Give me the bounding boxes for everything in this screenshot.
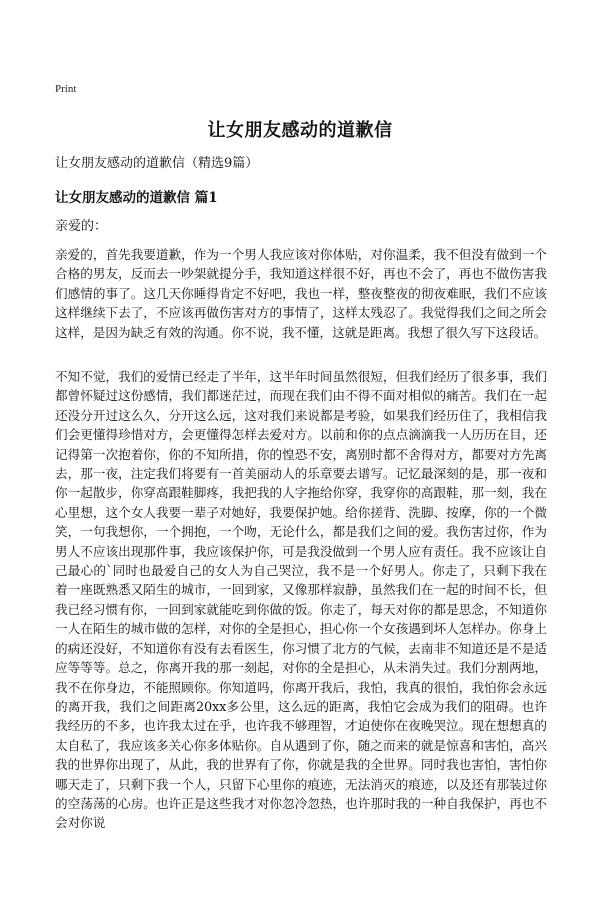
page-title: 让女朋友感动的道歉信 — [207, 120, 393, 141]
letter-greeting: 亲爱的： — [55, 219, 108, 234]
body-paragraph: 不知不觉，我们的爱情已经走了半年，这半年时间虽然很短，但我们经历了很多事，我们都曾怀疑过这份感情，我们都迷茫过，而现在我们由不得不面对相似的痛苦。我们在一起还没分开过这么久，分开这么远，这对我们来说都是考验，如果我们经历住了，我相信我们会更懂得珍惜对方，会更懂得怎样去爱对方。以前和你的点点滴滴我一人历历在目，还记得第一次抱着你，你的不知所措，你的惶恐不安，离别时都不舍得对方，都要对方先离去，那一夜，注定我们将要有一首美丽动人的乐章要去谱写。记忆最深刻的是，那一夜和你一起散步，你穿高跟鞋脚疼，我把我的人字拖给你穿，我穿你的高跟鞋，那一刻，我在心里想，这个女人我要一辈子对她好，我要保护她。给你搓背、洗脚、按摩，你的一个微笑，一句我想你，一个拥抱，一个吻，无论什么，都是我们之间的爱。我伤害过你，作为男人不应该出现那件事，我应该保护你，可是我没做到一个男人应有责任。我不应该让自己最心的`同时也最爱自己的女人为自己哭泣，我不是一个好男人。你走了，只剩下我在着一座既熟悉又陌生的城市，一回到家，又像那样寂静，虽然我们在一起的时间不长，但我已经习惯有你，一回到家就能吃到你做的饭。你走了，每天对你的都是思念，不知道你一人在陌生的城市做的怎样，对你的全是担心，担心你一个女孩遇到坏人怎样办。你身上的病还没好，不知道你有没有去看医生，你习惯了北方的气候，去南非不知道还是不是适应等等等。总之，你离开我的那一刻起，对你的全是担心，从未消失过。我们分割两地，我不在你身边，不能照顾你。你知道吗，你离开我后，我怕，我真的很怕，我怕你会永远的离开我，我们之间距离20xx多公里，这么远的距离，我怕它会成为我们的阻碍。也许我经历的不多，也许我太过在乎，也许我不够理智，才迫使你在夜晚哭泣。现在想想真的太自私了，我应该多关心你多体贴你。自从遇到了你，随之而来的就是惊喜和害怕，高兴我的世界你出现了，从此，我的世界有了你，你就是我的全世界。同时我也害怕，害怕你哪天走了，只剩下我一个人，只留下心里你的痕迹，无法消灭的痕迹，以及还有那装过你的空荡荡的心房。也许正是这些我才对你忽冷忽热，也许那时我的一种自我保护，再也不会对你说 — [55, 369, 547, 831]
document-subtitle: 让女朋友感动的道歉信（精选9篇） — [55, 156, 259, 171]
print-label: Print — [55, 83, 77, 95]
body-paragraph: 亲爱的，首先我要道歉，作为一个男人我应该对你体贴，对你温柔，我不但没有做到一个合格的男友，反而去一吵架就提分手，我知道这样很不好，再也不会了，再也不做伤害我们感情的事了。这几天你睡得肯定不好吧，我也一样，整夜整夜的彻夜难眠，我们不应该这样继续下去了，不应该再做伤害对方的事情了，这样太残忍了。我觉得我们之间之所会这样，是因为缺乏有效的沟通。你不说，我不懂，这就是距离。我想了很久写下这段话。 — [55, 247, 547, 340]
section-heading: 让女朋友感动的道歉信 篇1 — [55, 190, 218, 206]
